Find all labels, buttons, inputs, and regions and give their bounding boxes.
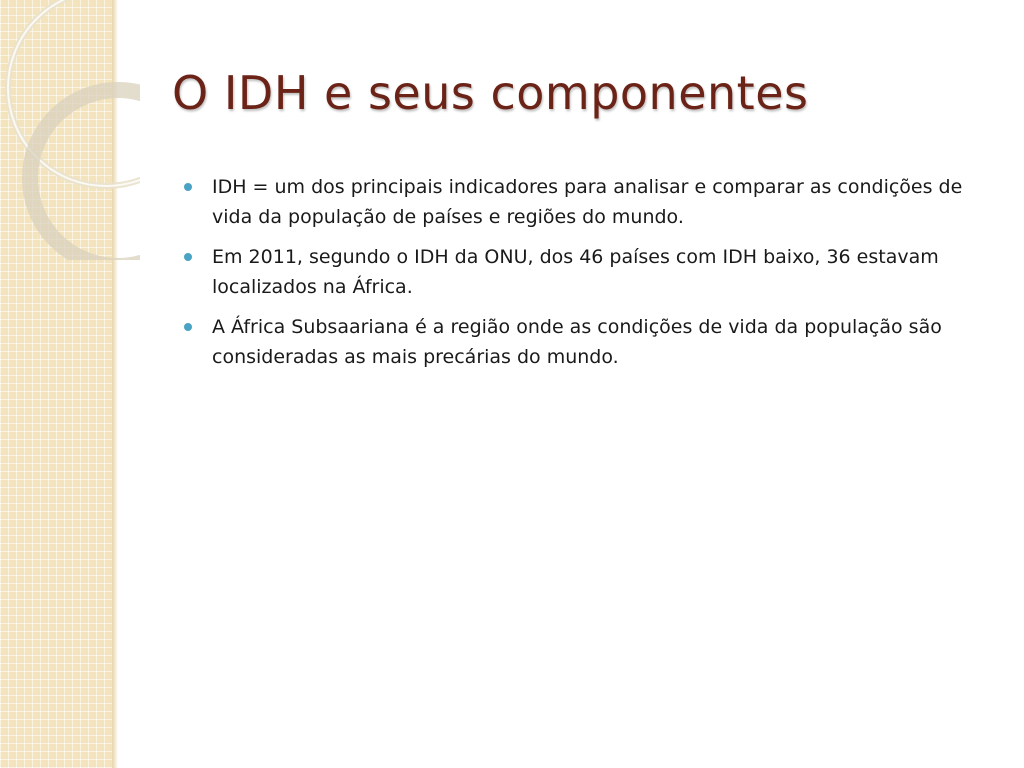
slide-title: O IDH e seus componentes bbox=[172, 66, 809, 120]
bullet-text: Em 2011, segundo o IDH da ONU, dos 46 países com IDH baixo, 36 estavam localizados na África. bbox=[212, 246, 939, 298]
bullet-text: IDH = um dos principais indicadores para analisar e comparar as condições de vida da população de países e regiões do mundo. bbox=[212, 176, 963, 228]
bullet-dot-icon bbox=[184, 253, 192, 261]
bullet-item bbox=[184, 312, 974, 372]
bullet-item bbox=[184, 172, 974, 232]
decorative-rings-icon bbox=[0, 0, 140, 260]
bullet-dot-icon bbox=[184, 323, 192, 331]
bullet-dot-icon bbox=[184, 183, 192, 191]
bullet-item bbox=[184, 242, 974, 302]
bullet-list bbox=[184, 172, 974, 382]
bullet-text: A África Subsaariana é a região onde as condições de vida da população são consideradas as mais precárias do mundo. bbox=[212, 316, 942, 368]
